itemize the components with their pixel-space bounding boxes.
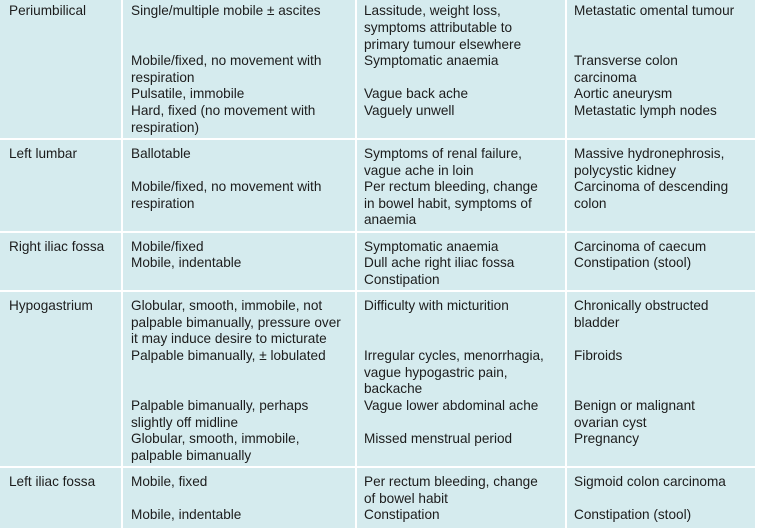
finding-line: slightly off midline: [131, 415, 239, 430]
finding-line: respiration: [131, 196, 195, 211]
symptom-line: Vague lower abdominal ache: [364, 398, 539, 413]
finding-line: Mobile/fixed, no movement with: [131, 53, 322, 68]
symptom-line: backache: [364, 381, 423, 396]
symptom-line: Symptomatic anaemia: [364, 53, 499, 68]
finding-line: Globular, smooth, immobile, not: [131, 298, 323, 313]
symptom-line: Lassitude, weight loss,: [364, 3, 501, 18]
finding-line: Ballotable: [131, 146, 191, 161]
finding-line: Mobile, fixed: [131, 474, 208, 489]
symptom-line: Constipation: [364, 272, 440, 287]
diagnosis-line: Fibroids: [574, 348, 623, 363]
symptom-line: Missed menstrual period: [364, 431, 513, 446]
symptom-line: in bowel habit, symptoms of: [364, 196, 532, 211]
finding-line: Mobile/fixed, no movement with: [131, 179, 322, 194]
row-divider: [0, 290, 757, 292]
diagnosis-line: polycystic kidney: [574, 163, 676, 178]
symptom-line: Per rectum bleeding, change: [364, 474, 538, 489]
diagnosis-line: ovarian cyst: [574, 415, 647, 430]
column-divider: [565, 0, 567, 528]
symptom-line: of bowel habit: [364, 491, 448, 506]
diagnosis-line: colon: [574, 196, 607, 211]
diagnosis-line: Constipation (stool): [574, 507, 692, 522]
symptom-line: vague ache in loin: [364, 163, 474, 178]
symptom-line: Symptomatic anaemia: [364, 239, 499, 254]
finding-line: Pulsatile, immobile: [131, 86, 245, 101]
region-cell: Right iliac fossa: [9, 239, 105, 254]
finding-line: respiration: [131, 70, 195, 85]
finding-line: palpable bimanually, pressure over: [131, 315, 341, 330]
region-cell: Left iliac fossa: [9, 474, 96, 489]
diagnosis-line: Constipation (stool): [574, 255, 692, 270]
symptom-line: Per rectum bleeding, change: [364, 179, 538, 194]
symptom-line: anaemia: [364, 212, 417, 227]
region-cell: Periumbilical: [9, 3, 87, 18]
region-cell: Hypogastrium: [9, 298, 93, 313]
column-divider: [355, 0, 357, 528]
symptom-line: Dull ache right iliac fossa: [364, 255, 515, 270]
finding-line: palpable bimanually: [131, 448, 252, 463]
diagnosis-line: bladder: [574, 315, 620, 330]
finding-line: Palpable bimanually, perhaps: [131, 398, 309, 413]
diagnosis-line: Carcinoma of caecum: [574, 239, 707, 254]
row-divider: [0, 466, 757, 468]
finding-line: Hard, fixed (no movement with: [131, 103, 316, 118]
symptom-line: Irregular cycles, menorrhagia,: [364, 348, 544, 363]
finding-line: respiration): [131, 120, 199, 135]
diagnosis-line: Transverse colon: [574, 53, 678, 68]
diagnosis-line: Metastatic omental tumour: [574, 3, 735, 18]
symptom-line: symptoms attributable to: [364, 20, 513, 35]
column-divider: [121, 0, 123, 528]
diagnosis-line: Benign or malignant: [574, 398, 695, 413]
diagnosis-line: carcinoma: [574, 70, 637, 85]
region-cell: Left lumbar: [9, 146, 78, 161]
row-divider: [0, 138, 757, 140]
row-divider: [0, 231, 757, 233]
finding-line: Globular, smooth, immobile,: [131, 431, 300, 446]
diagnosis-line: Aortic aneurysm: [574, 86, 673, 101]
symptom-line: vague hypogastric pain,: [364, 365, 508, 380]
finding-line: it may induce desire to micturate: [131, 331, 327, 346]
diagnosis-line: Massive hydronephrosis,: [574, 146, 725, 161]
symptom-line: Constipation: [364, 507, 440, 522]
diagnosis-line: Sigmoid colon carcinoma: [574, 474, 726, 489]
diagnosis-line: Pregnancy: [574, 431, 639, 446]
finding-line: Palpable bimanually, ± lobulated: [131, 348, 326, 363]
symptom-line: primary tumour elsewhere: [364, 37, 522, 52]
symptom-line: Symptoms of renal failure,: [364, 146, 522, 161]
diagnosis-line: Metastatic lymph nodes: [574, 103, 717, 118]
finding-line: Mobile, indentable: [131, 255, 242, 270]
finding-line: Single/multiple mobile ± ascites: [131, 3, 321, 18]
finding-line: Mobile/fixed: [131, 239, 204, 254]
symptom-line: Vaguely unwell: [364, 103, 455, 118]
finding-line: Mobile, indentable: [131, 507, 242, 522]
symptom-line: Difficulty with micturition: [364, 298, 509, 313]
symptom-line: Vague back ache: [364, 86, 469, 101]
diagnosis-line: Carcinoma of descending: [574, 179, 729, 194]
diagnosis-line: Chronically obstructed: [574, 298, 709, 313]
